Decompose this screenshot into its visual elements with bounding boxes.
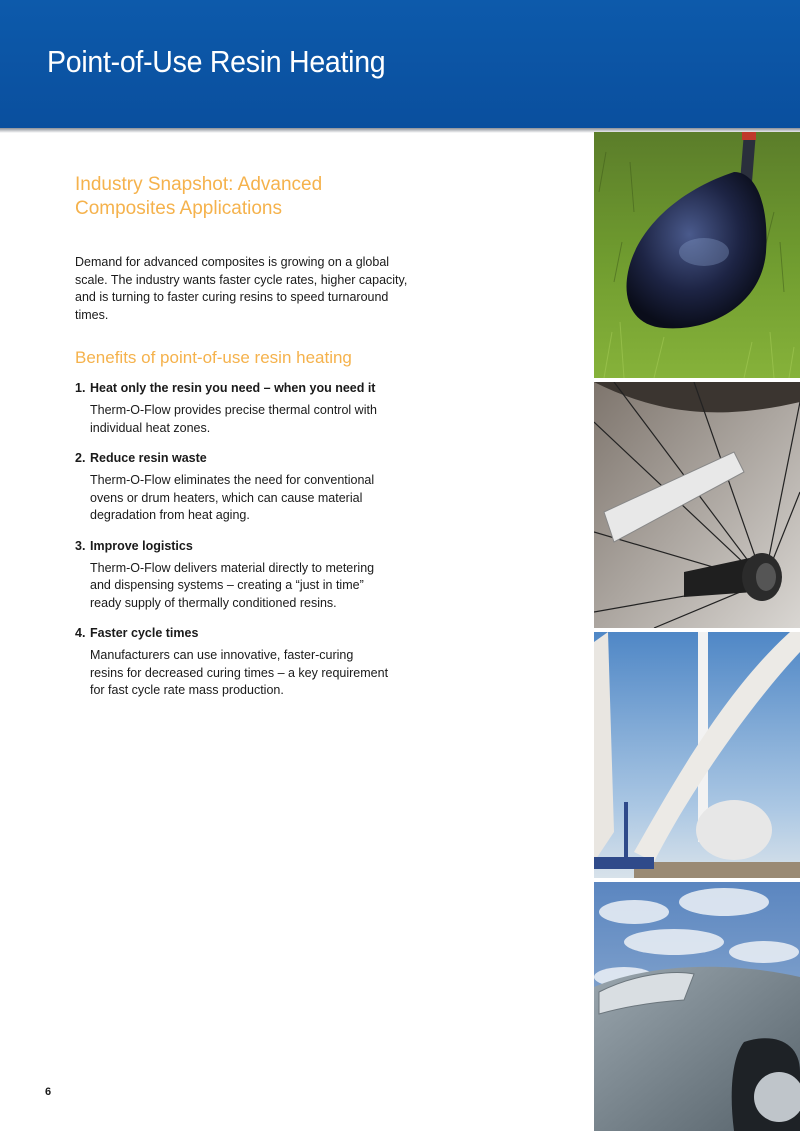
snapshot-heading: Industry Snapshot: Advanced Composites Applications [75,174,323,219]
bicycle-wheel-photo [594,382,800,628]
benefit-item [75,380,515,437]
page-title: Point-of-Use Resin Heating [47,44,386,79]
benefit-item [75,450,515,525]
benefit-title: Faster cycle times [90,626,199,640]
page-number: 6 [45,1086,52,1098]
header-banner [0,0,800,128]
benefits-list [75,380,515,700]
benefit-item [75,538,515,613]
benefit-item [75,625,515,700]
benefit-number: 4. [75,626,86,640]
car-headlight-photo [594,882,800,1131]
benefit-number: 2. [75,451,86,465]
benefit-title: Reduce resin waste [90,451,207,465]
benefit-description: Therm-O-Flow provides precise thermal control with individual heat zones. [90,403,377,435]
benefit-description: Manufacturers can use innovative, faster-curing resins for decreased curing times – a key requirement for fast cycle rate mass production. [90,648,389,697]
wind-turbine-photo [594,632,800,878]
main-content [75,173,515,713]
benefit-title: Improve logistics [90,538,193,553]
intro-paragraph: Demand for advanced composites is growing on a global scale. The industry wants faster cycle rates, higher capacity, and is turning to faster curing resins to speed turnaround times. [75,255,408,322]
benefit-number: 1. [75,381,86,395]
benefit-title: Heat only the resin you need – when you need it [90,381,376,395]
golf-club-photo [594,132,800,378]
benefit-description: Therm-O-Flow eliminates the need for conventional ovens or drum heaters, which can cause material degradation from heat aging. [90,473,375,522]
benefit-description: Therm-O-Flow delivers material directly to metering and dispensing systems – creating a “just in time” ready supply of thermally conditioned resins. [90,560,375,610]
benefits-heading: Benefits of point-of-use resin heating [75,348,352,367]
benefit-number: 3. [75,538,86,553]
